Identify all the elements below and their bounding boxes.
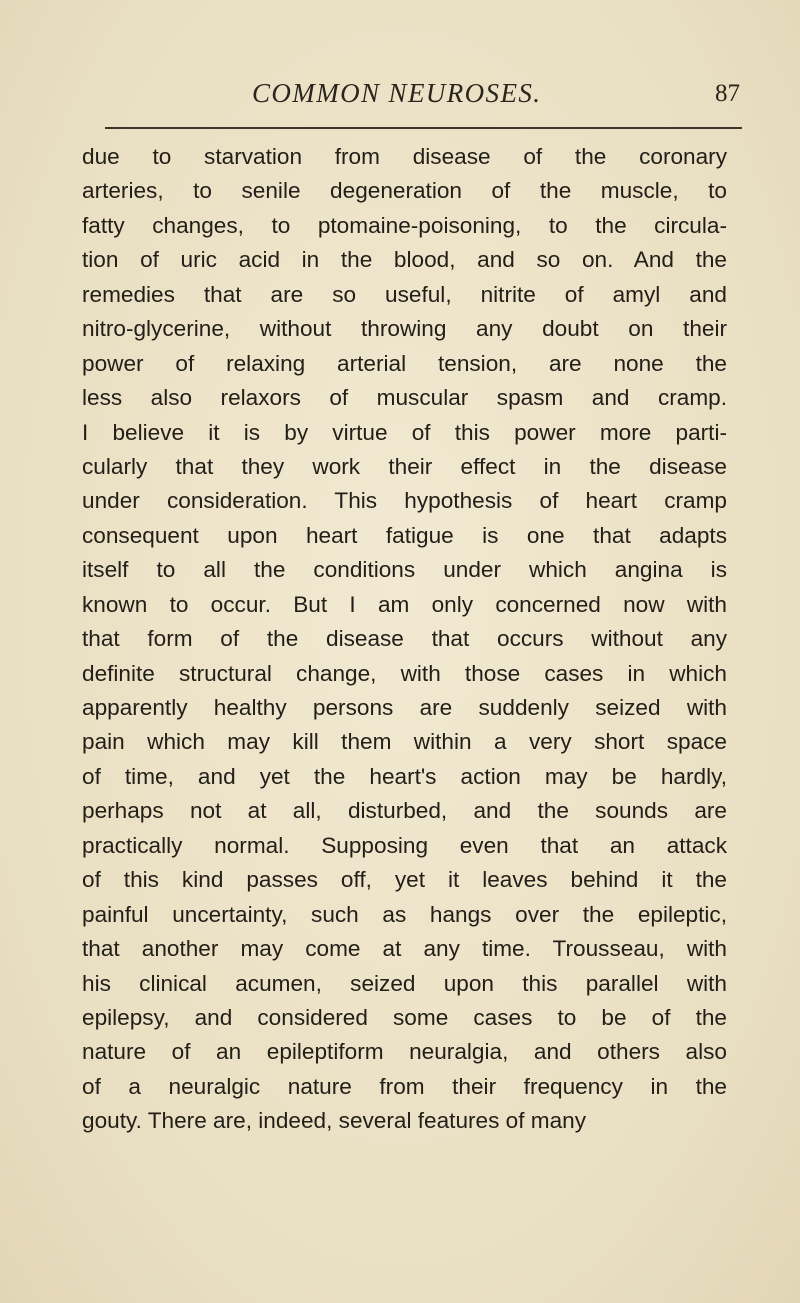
text-line: known to occur. But I am only concerned now with bbox=[82, 591, 727, 617]
text-line: epilepsy, and considered some cases to be of the bbox=[82, 1004, 727, 1030]
text-line: power of relaxing arterial tension, are none the bbox=[82, 350, 727, 376]
text-line: that form of the disease that occurs without any bbox=[82, 626, 727, 652]
text-line: definite structural change, with those cases in which bbox=[82, 660, 727, 686]
text-line: painful uncertainty, such as hangs over the epileptic, bbox=[82, 901, 727, 927]
text-line: nitro-glycerine, without throwing any doubt on their bbox=[82, 316, 727, 342]
text-line: fatty changes, to ptomaine-poisoning, to the circula- bbox=[82, 212, 727, 238]
header-rule bbox=[105, 127, 742, 129]
text-line: practically normal. Supposing even that an attack bbox=[82, 832, 727, 858]
body-text bbox=[82, 140, 727, 1139]
text-line: under consideration. This hypothesis of heart cramp bbox=[82, 488, 727, 514]
running-title: COMMON NEUROSES. bbox=[252, 78, 542, 108]
text-line: of a neuralgic nature from their frequency in the bbox=[82, 1073, 727, 1099]
text-line: his clinical acumen, seized upon this parallel with bbox=[82, 970, 727, 996]
text-line: gouty. There are, indeed, several features of many bbox=[82, 1108, 587, 1134]
text-line: perhaps not at all, disturbed, and the sounds are bbox=[82, 798, 727, 824]
page-number: 87 bbox=[715, 80, 740, 107]
text-line: nature of an epileptiform neuralgia, and others also bbox=[82, 1039, 727, 1065]
text-line: tion of uric acid in the blood, and so on. And the bbox=[82, 247, 727, 273]
text-line: pain which may kill them within a very short space bbox=[82, 729, 727, 755]
text-line: itself to all the conditions under which angina is bbox=[82, 557, 727, 583]
text-line: I believe it is by virtue of this power more parti- bbox=[82, 419, 727, 445]
text-line: of this kind passes off, yet it leaves behind it the bbox=[82, 867, 727, 893]
text-line: less also relaxors of muscular spasm and cramp. bbox=[82, 385, 727, 411]
text-line: arteries, to senile degeneration of the muscle, to bbox=[82, 178, 727, 204]
text-line: apparently healthy persons are suddenly seized with bbox=[82, 695, 727, 720]
text-line: cularly that they work their effect in the disease bbox=[82, 453, 727, 479]
running-head bbox=[84, 74, 744, 114]
text-line: consequent upon heart fatigue is one that adapts bbox=[82, 522, 727, 548]
text-line: of time, and yet the heart's action may be hardly, bbox=[82, 763, 727, 789]
text-line: that another may come at any time. Trousseau, with bbox=[82, 936, 727, 962]
text-line: remedies that are so useful, nitrite of amyl and bbox=[82, 281, 727, 307]
text-line: due to starvation from disease of the coronary bbox=[82, 144, 727, 169]
